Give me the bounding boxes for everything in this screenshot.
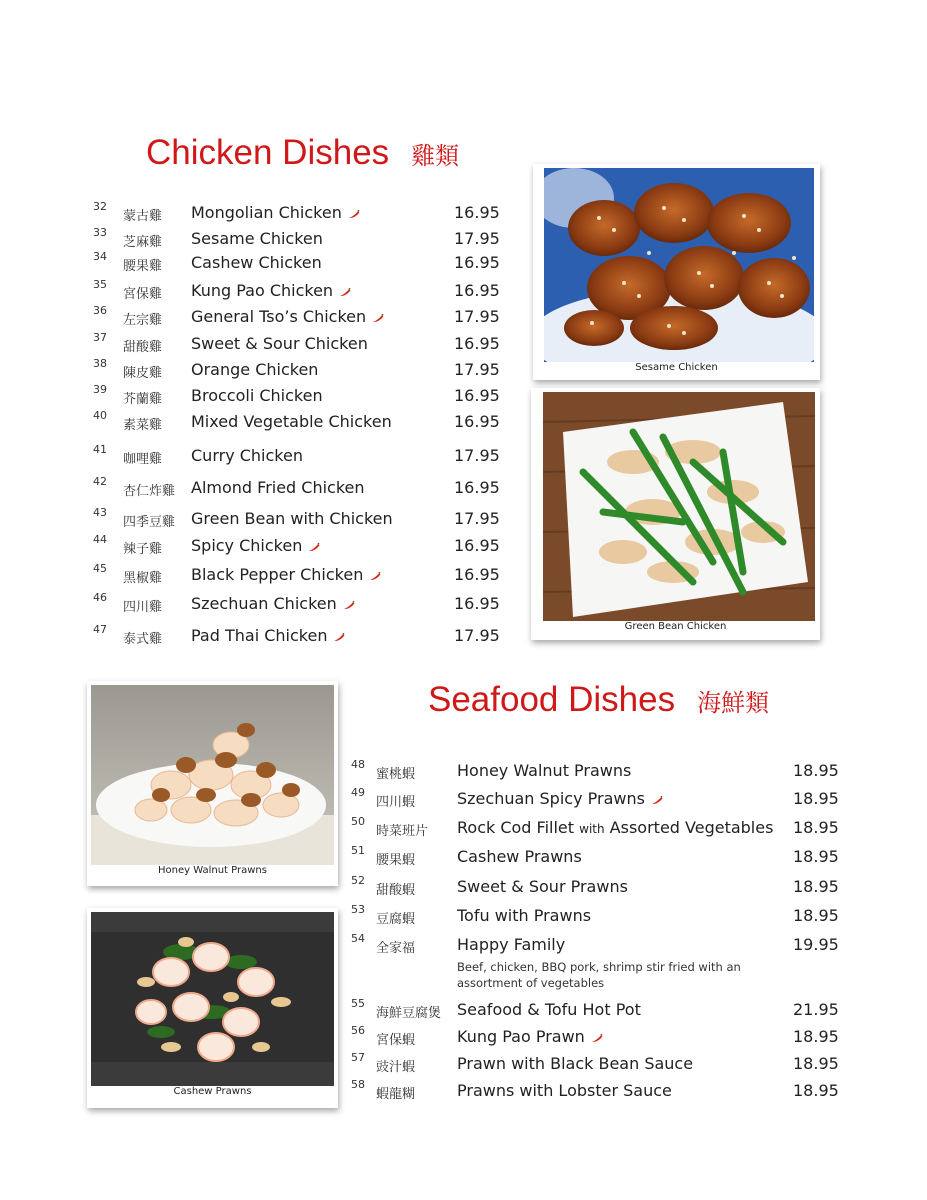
item-price: 18.95 (793, 877, 839, 896)
item-name-text: General Tso’s Chicken (191, 307, 367, 326)
item-name-text: Orange Chicken (191, 360, 319, 379)
item-price: 18.95 (793, 906, 839, 925)
item-name-part: with (579, 822, 605, 836)
item-chinese-name: 海鮮豆腐煲 (376, 1006, 442, 1021)
item-name-text: Prawn with Black Bean Sauce (457, 1054, 694, 1073)
item-name-text: Curry Chicken (191, 446, 303, 465)
item-number: 47 (93, 623, 107, 636)
item-price: 16.95 (454, 386, 500, 405)
item-chinese-name: 素菜雞 (123, 418, 163, 433)
item-english-name (457, 935, 565, 954)
item-english-name (457, 761, 631, 780)
item-price: 18.95 (793, 847, 839, 866)
item-name-text: Almond Fried Chicken (191, 478, 365, 497)
chili-pepper-icon (339, 282, 351, 301)
item-name-text: Cashew Chicken (191, 253, 322, 272)
green-bean-chicken-photo (543, 392, 815, 621)
chili-pepper-icon (333, 627, 345, 646)
item-name-text: Cashew Prawns (457, 847, 582, 866)
sesame-chicken-photo (544, 168, 814, 362)
item-chinese-name: 時菜班片 (376, 824, 429, 839)
item-english-name (191, 626, 345, 646)
item-name-text: Sweet & Sour Prawns (457, 877, 628, 896)
item-english-name (191, 229, 323, 248)
item-name-text: Green Bean with Chicken (191, 509, 393, 528)
item-name-part: Assorted Vegetables (604, 818, 774, 837)
item-price: 18.95 (793, 1027, 839, 1046)
item-english-name (191, 478, 365, 497)
item-chinese-name: 黑椒雞 (123, 571, 163, 586)
item-name-part: Rock Cod Fillet (457, 818, 580, 837)
item-name-text: Seafood & Tofu Hot Pot (457, 1000, 641, 1019)
item-number: 44 (93, 533, 107, 546)
item-english-name (191, 360, 318, 379)
item-price: 16.95 (454, 594, 500, 613)
item-name-text: Black Pepper Chicken (191, 565, 364, 584)
item-name-text: Sesame Chicken (191, 229, 323, 248)
item-description: Beef, chicken, BBQ pork, shrimp stir fried with an assortment of vegetables (457, 960, 741, 990)
item-english-name (191, 386, 323, 405)
item-price: 17.95 (454, 509, 500, 528)
item-number: 38 (93, 357, 107, 370)
item-english-name (191, 253, 322, 272)
item-price: 19.95 (793, 935, 839, 954)
item-name-text: Kung Pao Prawn (457, 1027, 585, 1046)
item-number: 32 (93, 200, 107, 213)
item-number: 52 (351, 874, 365, 887)
item-chinese-name: 甜酸雞 (123, 340, 163, 355)
item-chinese-name: 豆腐蝦 (376, 912, 416, 927)
honey-walnut-prawns-photo (91, 685, 334, 865)
item-price: 17.95 (454, 229, 500, 248)
item-english-name (191, 307, 384, 327)
item-english-name (191, 412, 392, 431)
item-number: 55 (351, 997, 365, 1010)
item-price: 17.95 (454, 360, 500, 379)
chicken-title-en: Chicken Dishes (146, 133, 390, 172)
item-price: 18.95 (793, 818, 839, 837)
item-english-name (191, 565, 381, 585)
item-name-text: Mongolian Chicken (191, 203, 342, 222)
item-price: 16.95 (454, 536, 500, 555)
item-name-text: Tofu with Prawns (457, 906, 592, 925)
item-english-name (191, 281, 351, 301)
item-number: 37 (93, 331, 107, 344)
item-number: 41 (93, 443, 107, 456)
item-chinese-name: 芥蘭雞 (123, 392, 163, 407)
item-name-text: Szechuan Chicken (191, 594, 337, 613)
item-price: 18.95 (793, 1054, 839, 1073)
chili-pepper-icon (651, 790, 663, 809)
item-price: 16.95 (454, 281, 500, 300)
item-name-text: Kung Pao Chicken (191, 281, 334, 300)
seafood-title-cn: 海鮮類 (697, 689, 770, 717)
item-number: 39 (93, 383, 107, 396)
cashew-prawns-photo (91, 912, 334, 1086)
chili-pepper-icon (348, 204, 360, 223)
item-number: 54 (351, 932, 365, 945)
item-price: 21.95 (793, 1000, 839, 1019)
item-price: 16.95 (454, 253, 500, 272)
item-english-name (457, 877, 628, 896)
item-chinese-name: 宮保蝦 (376, 1033, 416, 1048)
item-price: 16.95 (454, 565, 500, 584)
item-english-name (457, 818, 773, 837)
chicken-title-cn: 雞類 (411, 142, 460, 170)
item-number: 36 (93, 304, 107, 317)
item-number: 53 (351, 903, 365, 916)
item-english-name (457, 1081, 672, 1100)
item-price: 17.95 (454, 626, 500, 645)
green-bean-chicken-photo-card (531, 388, 820, 640)
item-chinese-name: 陳皮雞 (123, 366, 163, 381)
item-english-name (191, 334, 368, 353)
item-price: 16.95 (454, 334, 500, 353)
item-price: 17.95 (454, 307, 500, 326)
item-name-text: Szechuan Spicy Prawns (457, 789, 645, 808)
item-chinese-name: 芝麻雞 (123, 235, 163, 250)
item-price: 16.95 (454, 478, 500, 497)
sesame-chicken-caption: Sesame Chicken (635, 362, 718, 373)
item-price: 18.95 (793, 761, 839, 780)
item-chinese-name: 咖哩雞 (123, 452, 163, 467)
item-price: 18.95 (793, 1081, 839, 1100)
item-chinese-name: 杏仁炸雞 (123, 484, 176, 499)
chili-pepper-icon (369, 566, 381, 585)
item-chinese-name: 蝦龍糊 (376, 1087, 416, 1102)
chili-pepper-icon (372, 308, 384, 327)
honey-walnut-prawns-caption: Honey Walnut Prawns (158, 865, 267, 876)
item-english-name (457, 1054, 693, 1073)
honey-walnut-prawns-photo-card (87, 681, 338, 886)
chicken-section-title (146, 133, 459, 173)
item-number: 33 (93, 226, 107, 239)
item-name-text: Broccoli Chicken (191, 386, 323, 405)
item-english-name (191, 446, 303, 465)
chili-pepper-icon (591, 1028, 603, 1047)
item-english-name (457, 906, 591, 925)
item-price: 16.95 (454, 203, 500, 222)
item-english-name (191, 203, 360, 223)
item-name-text: Pad Thai Chicken (191, 626, 328, 645)
item-english-name (457, 789, 663, 809)
item-number: 42 (93, 475, 107, 488)
sesame-chicken-photo-card (533, 164, 820, 380)
item-name-text: Mixed Vegetable Chicken (191, 412, 392, 431)
item-chinese-name: 蒙古雞 (123, 209, 163, 224)
chili-pepper-icon (343, 595, 355, 614)
item-chinese-name: 腰果雞 (123, 259, 163, 274)
item-chinese-name: 腰果蝦 (376, 853, 416, 868)
cashew-prawns-caption: Cashew Prawns (173, 1086, 252, 1097)
item-chinese-name: 泰式雞 (123, 632, 163, 647)
item-chinese-name: 蜜桃蝦 (376, 767, 416, 782)
item-chinese-name: 四川雞 (123, 600, 163, 615)
item-number: 56 (351, 1024, 365, 1037)
cashew-prawns-photo-card (87, 908, 338, 1108)
item-number: 40 (93, 409, 107, 422)
chili-pepper-icon (308, 537, 320, 556)
item-english-name (457, 847, 582, 866)
item-chinese-name: 全家福 (376, 941, 416, 956)
item-number: 34 (93, 250, 107, 263)
item-chinese-name: 四川蝦 (376, 795, 416, 810)
item-name-text: Honey Walnut Prawns (457, 761, 632, 780)
item-number: 48 (351, 758, 365, 771)
item-price: 17.95 (454, 446, 500, 465)
item-chinese-name: 辣子雞 (123, 542, 163, 557)
item-english-name (457, 1027, 603, 1047)
item-number: 49 (351, 786, 365, 799)
seafood-section-title (428, 680, 769, 720)
item-chinese-name: 左宗雞 (123, 313, 163, 328)
item-chinese-name: 宮保雞 (123, 287, 163, 302)
item-number: 57 (351, 1051, 365, 1064)
item-price: 18.95 (793, 789, 839, 808)
item-number: 58 (351, 1078, 365, 1091)
item-number: 51 (351, 844, 365, 857)
item-name-text: Sweet & Sour Chicken (191, 334, 368, 353)
item-english-name (191, 536, 320, 556)
item-english-name (191, 594, 355, 614)
item-english-name (457, 1000, 641, 1019)
item-chinese-name: 四季豆雞 (123, 515, 176, 530)
item-name-text: Spicy Chicken (191, 536, 303, 555)
item-number: 35 (93, 278, 107, 291)
item-name-text: Prawns with Lobster Sauce (457, 1081, 672, 1100)
item-price: 16.95 (454, 412, 500, 431)
item-chinese-name: 甜酸蝦 (376, 883, 416, 898)
green-bean-chicken-caption: Green Bean Chicken (624, 621, 727, 632)
item-number: 43 (93, 506, 107, 519)
item-number: 45 (93, 562, 107, 575)
item-english-name (191, 509, 393, 528)
item-chinese-name: 豉汁蝦 (376, 1060, 416, 1075)
item-number: 50 (351, 815, 365, 828)
seafood-title-en: Seafood Dishes (428, 680, 676, 719)
item-name-text: Happy Family (457, 935, 566, 954)
item-number: 46 (93, 591, 107, 604)
